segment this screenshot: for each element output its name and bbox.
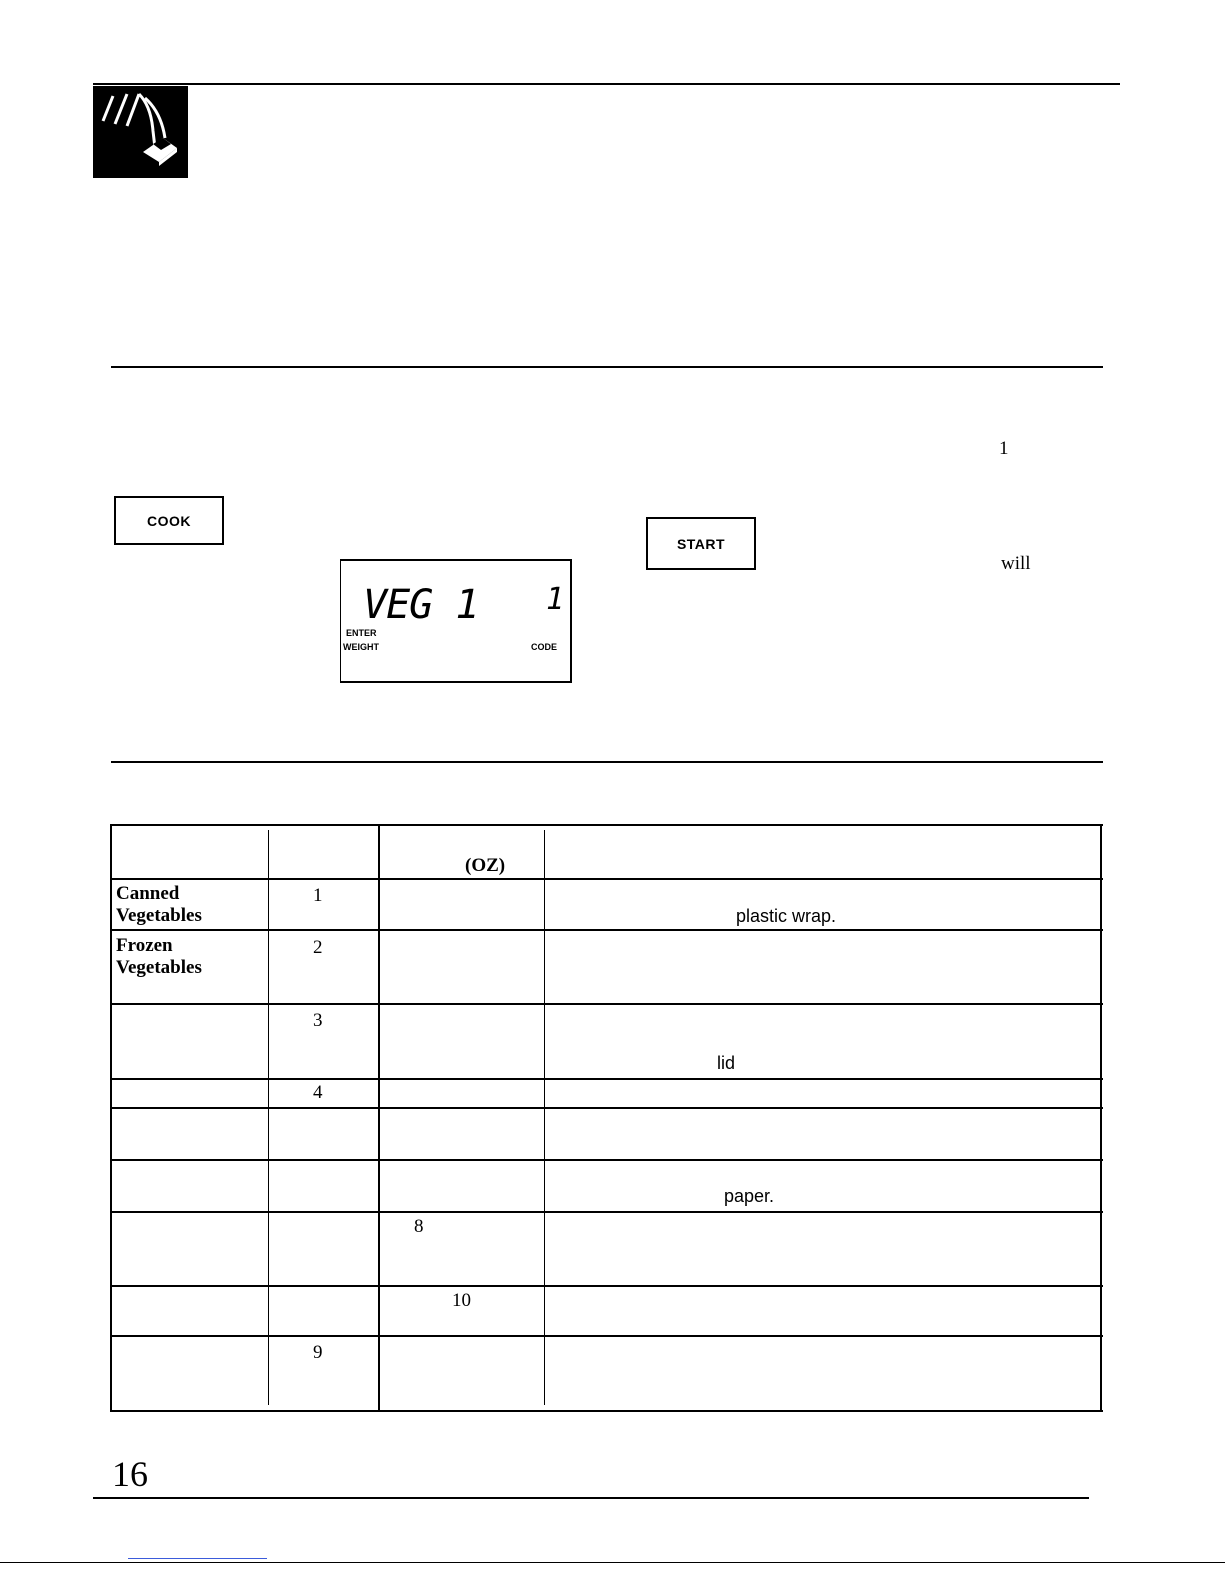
footer-rule bbox=[0, 1562, 1225, 1563]
page-number: 16 bbox=[112, 1454, 148, 1494]
row-divider bbox=[110, 1211, 1103, 1213]
hand-pressing-button-icon bbox=[93, 86, 188, 178]
food-name: Vegetables bbox=[116, 905, 202, 926]
cook-button[interactable]: COOK bbox=[114, 496, 224, 545]
food-code: 4 bbox=[313, 1082, 323, 1103]
row-divider bbox=[110, 1159, 1103, 1161]
table-right-border bbox=[1100, 824, 1102, 1412]
food-code: 2 bbox=[313, 937, 323, 958]
food-name: Vegetables bbox=[116, 957, 202, 978]
row-divider bbox=[110, 1107, 1103, 1109]
table-bottom-border bbox=[110, 1410, 1103, 1412]
section-rule-1 bbox=[111, 366, 1103, 368]
display-panel bbox=[340, 559, 572, 683]
food-amount: 10 bbox=[452, 1290, 471, 1311]
row-divider bbox=[110, 929, 1103, 931]
table-left-border bbox=[110, 824, 112, 1412]
col-divider-code bbox=[268, 830, 269, 1405]
right-column-number: 1 bbox=[999, 438, 1009, 459]
row-divider bbox=[110, 1078, 1103, 1080]
display-label-weight: WEIGHT bbox=[343, 642, 379, 652]
food-code: 1 bbox=[313, 885, 323, 906]
food-note: paper. bbox=[724, 1186, 775, 1206]
footer-link-underline[interactable] bbox=[128, 1558, 267, 1559]
food-name: Canned bbox=[116, 883, 180, 904]
bottom-rule bbox=[93, 1497, 1089, 1499]
display-label-code: CODE bbox=[531, 642, 558, 652]
top-rule bbox=[93, 83, 1120, 85]
start-button[interactable]: START bbox=[646, 517, 756, 570]
food-note: lid bbox=[717, 1053, 736, 1073]
section-rule-2 bbox=[111, 761, 1103, 763]
food-note: plastic wrap. bbox=[736, 906, 837, 926]
food-amount: 8 bbox=[414, 1216, 424, 1237]
food-name: Frozen bbox=[116, 935, 173, 956]
row-divider bbox=[110, 1003, 1103, 1005]
food-code: 9 bbox=[313, 1342, 323, 1363]
row-divider bbox=[110, 1335, 1103, 1337]
row-divider bbox=[110, 878, 1103, 880]
display-label-enter: ENTER bbox=[346, 628, 377, 638]
col-divider-amount bbox=[378, 824, 380, 1412]
table-top-border bbox=[110, 824, 1103, 826]
header-amount-unit: (OZ) bbox=[465, 855, 506, 876]
right-column-text: will bbox=[1001, 553, 1031, 574]
col-divider-note bbox=[544, 830, 545, 1405]
display-right-digit: 1 bbox=[546, 582, 564, 617]
display-main-text: VEG 1 bbox=[363, 582, 479, 628]
food-code: 3 bbox=[313, 1010, 323, 1031]
row-divider bbox=[110, 1285, 1103, 1287]
